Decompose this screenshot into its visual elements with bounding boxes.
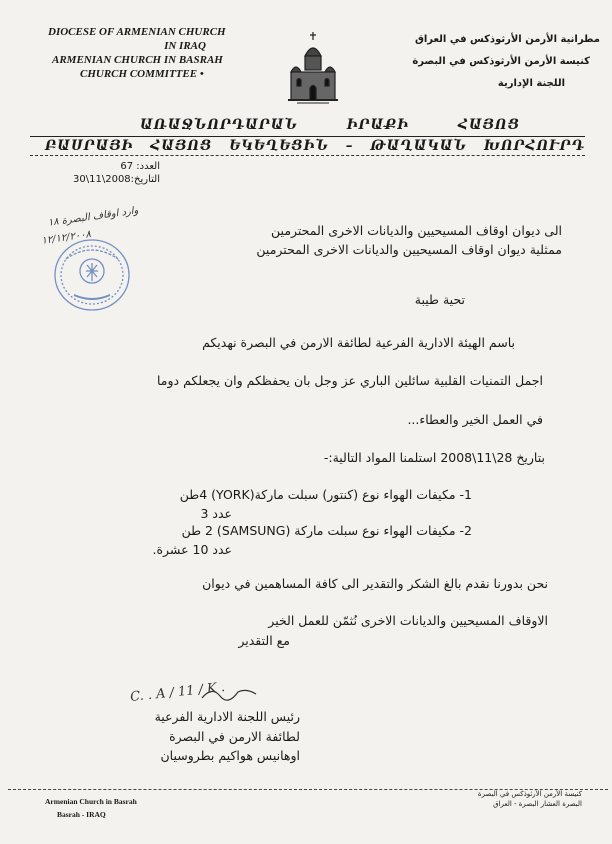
church-logo-icon bbox=[283, 28, 343, 108]
armenian-line-2 bbox=[45, 138, 585, 154]
armenian-word: ԽՈՐՀՈՒՐԴ bbox=[483, 138, 585, 154]
signature-block bbox=[100, 707, 300, 766]
reference-number: العدد: 67 bbox=[120, 161, 160, 172]
footer-right bbox=[382, 789, 582, 809]
armenian-word: ԹԱՂԱԿԱՆ bbox=[370, 138, 467, 154]
item-1 bbox=[112, 485, 472, 523]
header-rule-2 bbox=[30, 155, 585, 156]
body-para-1: باسم الهيئة الادارية الفرعية لطائفة الارمن في البصرة نهديكم bbox=[202, 335, 515, 350]
recipient-line-2: ممثلية ديوان اوقاف المسيحيين والديانات الاخرى المحترمين bbox=[256, 242, 562, 257]
header-ar-line-1: مطرانية الأرمن الأرثوذكس في العراق bbox=[414, 34, 600, 45]
received-line: بتاريخ 28\11\2008 استلمنا المواد التالية:- bbox=[323, 450, 545, 465]
reference-date: التاريخ:2008\11\30 bbox=[73, 174, 160, 185]
item-1-line-2: عدد 3 bbox=[200, 506, 232, 521]
signature-line-3: اوهانيس هواكيم بطروسيان bbox=[160, 748, 300, 763]
recipient-line-1: الى ديوان اوقاف المسيحيين والديانات الاخرى المحترمين bbox=[271, 223, 562, 238]
header-english bbox=[30, 25, 280, 81]
handnote-line-1: وارد اوقاف البصرة ١٨ bbox=[47, 205, 140, 229]
item-2-line-1: 2- مكيفات الهواء نوع سبلت ماركة (SAMSUNG) 2 طن bbox=[181, 523, 472, 538]
footer-left-line-2: Basrah - IRAQ bbox=[57, 810, 106, 819]
handnote-line-2: ١٢/١٢/٢٠٠٨ bbox=[40, 229, 92, 247]
footer-left bbox=[45, 795, 137, 821]
footer-left-line-1: Armenian Church in Basrah bbox=[45, 797, 137, 806]
header-en-line-4: CHURCH COMMITTEE • bbox=[80, 68, 204, 80]
signature-line-2: لطائفة الارمن في البصرة bbox=[169, 728, 300, 744]
signature-handwritten-date: C. . A / 11 / K . bbox=[129, 680, 226, 705]
item-1-line-1: 1- مكيفات الهواء نوع (كنتور) سبلت ماركة(YORK) 4طن bbox=[179, 487, 472, 502]
official-stamp-icon bbox=[52, 237, 132, 313]
signature-scribble-icon bbox=[200, 684, 260, 704]
greeting: تحية طيبة bbox=[414, 292, 465, 307]
footer-right-line-1: كنيسة الأرمن الأرثوذكس في البصرة bbox=[477, 790, 582, 798]
thanks-line-2: الاوقاف المسيحيين والديانات الاخرى نُثمّن للعمل الخير bbox=[268, 613, 548, 628]
body-para-3: في العمل الخير والعطاء... bbox=[407, 412, 543, 427]
reference-block bbox=[40, 160, 160, 186]
item-2-line-2: عدد 10 عشرة. bbox=[152, 542, 232, 557]
item-2 bbox=[112, 521, 472, 559]
header-rule-1 bbox=[30, 136, 585, 137]
header-arabic bbox=[370, 29, 600, 95]
signature-line-1: رئيس اللجنة الادارية الفرعية bbox=[154, 709, 300, 724]
recipient-block bbox=[142, 221, 562, 259]
armenian-word: ԻՐԱՔԻ bbox=[346, 117, 410, 133]
armenian-word: ԱՌԱՋՆՈՐԴԱՐԱՆ bbox=[140, 117, 298, 133]
closing: مع التقدير bbox=[238, 633, 290, 648]
armenian-word: ՀԱՅՈՑ bbox=[150, 138, 213, 154]
armenian-word: ՀԱՅՈՑ bbox=[458, 117, 520, 133]
footer-right-line-2: البصرة العشار البصرة - العراق bbox=[493, 800, 582, 808]
body-para-2: اجمل التمنيات القلبية سائلين الباري عز وجل بان يحفظكم وان يجعلكم دوما bbox=[157, 373, 543, 388]
header-en-line-1: DIOCESE OF ARMENIAN CHURCH bbox=[48, 26, 226, 38]
armenian-word: – bbox=[345, 138, 354, 154]
header-ar-line-2: كنيسة الأرمن الأرثوذكس في البصرة bbox=[412, 56, 590, 67]
armenian-word: ԵԿԵՂԵՑԻՆ bbox=[229, 138, 329, 154]
armenian-line-1 bbox=[140, 117, 520, 133]
thanks-line-1: نحن بدورنا نقدم بالغ الشكر والتقدير الى كافة المساهمين في ديوان bbox=[202, 576, 548, 591]
header-en-line-2: IN IRAQ bbox=[164, 40, 206, 52]
header-en-line-3: ARMENIAN CHURCH IN BASRAH bbox=[52, 54, 223, 66]
header-ar-line-3: اللجنة الإدارية bbox=[497, 78, 565, 89]
armenian-word: ԲԱՍՐԱՅԻ bbox=[45, 138, 134, 154]
